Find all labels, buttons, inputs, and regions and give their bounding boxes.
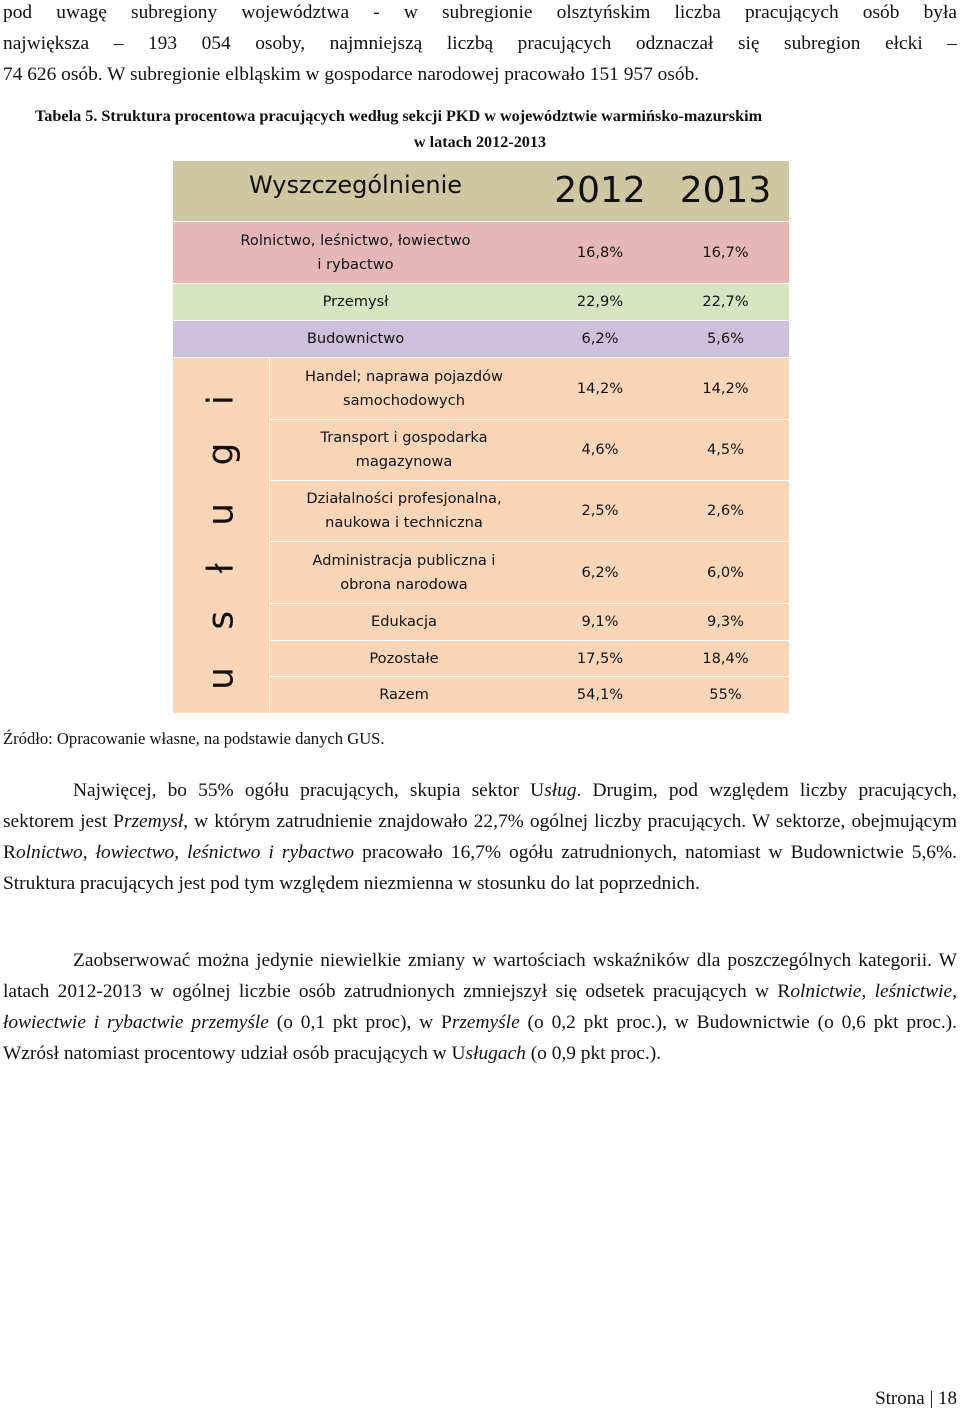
row-value-2012-text: 4,6% — [581, 441, 619, 458]
intro-line-2: największa – 193 054 osoby, najmniejszą liczbą pracujących odznaczał się subregion ełcki – — [3, 33, 957, 54]
paragraph-1-text-d: pracowało 16,7% ogółu zatrudnionych, natomiast w Budownictwie 5,6%. Struktura pracujących jest pod tym względem niezmienna w stosunku do lat poprzednich. — [3, 842, 957, 894]
row-label-line2: magazynowa — [355, 453, 453, 470]
paragraph-1-italic-c: olnictwo, łowiectwo, leśnictwo i rybactwo — [15, 842, 355, 863]
row-label-line2: i rybactwo — [317, 255, 394, 273]
row-label — [270, 603, 538, 640]
row-label — [173, 320, 538, 357]
row-value-2012 — [538, 320, 662, 357]
row-value-2013 — [662, 480, 789, 541]
row-label — [270, 419, 538, 480]
row-value-2012 — [538, 283, 662, 320]
row-value-2013-text: 55% — [709, 686, 742, 703]
row-label — [270, 480, 538, 541]
row-label-line1: Edukacja — [371, 613, 437, 630]
paragraph-1-italic-b: rzemysł — [123, 811, 184, 832]
services-group-label-text: u s ł u g i — [200, 381, 242, 690]
row-label-line1: Przemysł — [322, 293, 389, 310]
row-value-2012 — [538, 221, 662, 283]
row-value-2012-text: 17,5% — [576, 649, 624, 667]
row-value-2013 — [662, 221, 789, 283]
row-value-2013 — [662, 603, 789, 640]
row-label-line1: Razem — [379, 686, 429, 703]
row-value-2012 — [538, 541, 662, 603]
table-source: Źródło: Opracowanie własne, na podstawie danych GUS. — [3, 729, 385, 748]
row-value-2013-text: 4,5% — [706, 441, 745, 458]
row-value-2012-text: 2,5% — [581, 502, 619, 519]
row-value-2012 — [538, 419, 662, 480]
row-label — [270, 357, 538, 419]
row-value-2013-text: 14,2% — [702, 379, 749, 397]
paragraph-2-text-a: Zaobserwować można jedynie niewielkie zmiany w wartościach wskaźników dla poszczególnych kategorii. W latach 2012-2013 w ogólnej liczbie osób zatrudnionych zmniejszył się odsetek pracujących w R — [3, 950, 957, 1002]
row-value-2012 — [538, 603, 662, 640]
row-value-2013-text: 18,4% — [702, 649, 749, 667]
row-label-line1: Administracja publiczna i — [312, 551, 496, 569]
row-value-2013 — [662, 419, 789, 480]
row-label-line1: Rolnictwo, leśnictwo, łowiectwo — [240, 231, 471, 249]
row-value-2012-text: 14,2% — [576, 379, 624, 397]
paragraph-1-italic-a: sług — [544, 780, 577, 801]
row-value-2012 — [538, 676, 662, 713]
header-label-text: Wyszczególnienie — [248, 171, 463, 199]
intro-line-3: 74 626 osób. W subregionie elbląskim w gospodarce narodowej pracowało 151 957 osób. — [3, 64, 700, 85]
row-label — [270, 640, 538, 676]
table-caption-title: Struktura procentowa pracujących według sekcji PKD w województwie warmińsko-mazurskim — [101, 107, 763, 125]
row-label-line1: Transport i gospodarka — [320, 429, 488, 446]
row-value-2012-text: 9,1% — [581, 613, 619, 630]
row-label-line1: Budownictwo — [306, 330, 405, 347]
row-value-2012-text: 16,8% — [576, 243, 624, 261]
page-number: 18 — [938, 1388, 957, 1409]
page-footer — [875, 1385, 957, 1413]
row-value-2012-text: 6,2% — [581, 563, 619, 581]
row-value-2013 — [662, 283, 789, 320]
row-value-2013 — [662, 320, 789, 357]
row-value-2013-text: 6,0% — [706, 563, 745, 581]
row-value-2013-text: 22,7% — [702, 293, 749, 310]
row-value-2013-text: 9,3% — [706, 613, 745, 630]
table-caption — [35, 103, 925, 155]
paragraph-2-italic-a: olnictwie, leśnictwie, łowiectwie i rybactwie przemyśle — [3, 981, 957, 1033]
intro-line-1: pod uwagę subregiony województwa - w subregionie olsztyńskim liczba pracujących osób była — [3, 2, 957, 23]
paragraph-2-text-b: (o 0,1 pkt proc), w P — [268, 1012, 452, 1033]
header-2012-text: 2012 — [554, 170, 646, 211]
footer-label: Strona — [875, 1388, 925, 1409]
paragraph-2-italic-c: sługach — [465, 1043, 526, 1064]
paragraph-2-text-d: (o 0,9 pkt proc.). — [525, 1043, 662, 1064]
row-value-2013-text: 5,6% — [706, 330, 745, 347]
paragraph-2-italic-b: rzemyśle — [451, 1012, 520, 1033]
row-value-2012-text: 6,2% — [581, 330, 619, 347]
row-label — [270, 676, 538, 713]
row-label-line2: naukowa i techniczna — [325, 514, 483, 531]
footer-separator: | — [929, 1388, 934, 1409]
header-2013 — [662, 161, 789, 221]
paragraph-1-text-b: . Drugim, pod względem liczby pracujących, sektorem jest P — [3, 780, 957, 832]
row-label — [173, 221, 538, 283]
row-label — [173, 283, 538, 320]
services-group-label — [173, 357, 270, 713]
header-2012 — [538, 161, 662, 221]
row-value-2013-text: 16,7% — [702, 243, 749, 261]
intro-paragraph — [3, 0, 957, 90]
row-value-2012 — [538, 640, 662, 676]
header-label — [173, 161, 538, 221]
table-caption-title-2: w latach 2012-2013 — [413, 133, 547, 151]
row-value-2013 — [662, 676, 789, 713]
row-value-2013 — [662, 640, 789, 676]
row-label — [270, 541, 538, 603]
row-value-2013-text: 2,6% — [706, 502, 745, 519]
header-2013-text: 2013 — [679, 170, 772, 211]
paragraph-1 — [3, 775, 957, 899]
row-value-2013 — [662, 541, 789, 603]
row-value-2013 — [662, 357, 789, 419]
row-label-line2: samochodowych — [343, 391, 465, 409]
paragraph-1-text-c: , w którym zatrudnienie znajdowało 22,7% ogólnej liczby pracujących. W sektorze, obejmującym R — [3, 811, 957, 863]
row-value-2012 — [538, 480, 662, 541]
row-value-2012-text: 22,9% — [576, 293, 624, 310]
row-label-line1: Pozostałe — [369, 649, 439, 667]
paragraph-2 — [3, 945, 957, 1069]
row-label-line1: Handel; naprawa pojazdów — [305, 367, 503, 385]
row-label-line1: Działalności profesjonalna, — [306, 490, 502, 507]
paragraph-1-text-a: Najwięcej, bo 55% ogółu pracujących, skupia sektor U — [73, 780, 545, 801]
row-value-2012-text: 54,1% — [576, 686, 624, 703]
paragraph-2-text-c: (o 0,2 pkt proc.), w Budownictwie (o 0,6 pkt proc.). Wzrósł natomiast procentowy udział osób pracujących w U — [3, 1012, 957, 1064]
table-caption-label: Tabela 5. — [35, 107, 98, 125]
row-label-line2: obrona narodowa — [340, 575, 468, 593]
row-value-2012 — [538, 357, 662, 419]
